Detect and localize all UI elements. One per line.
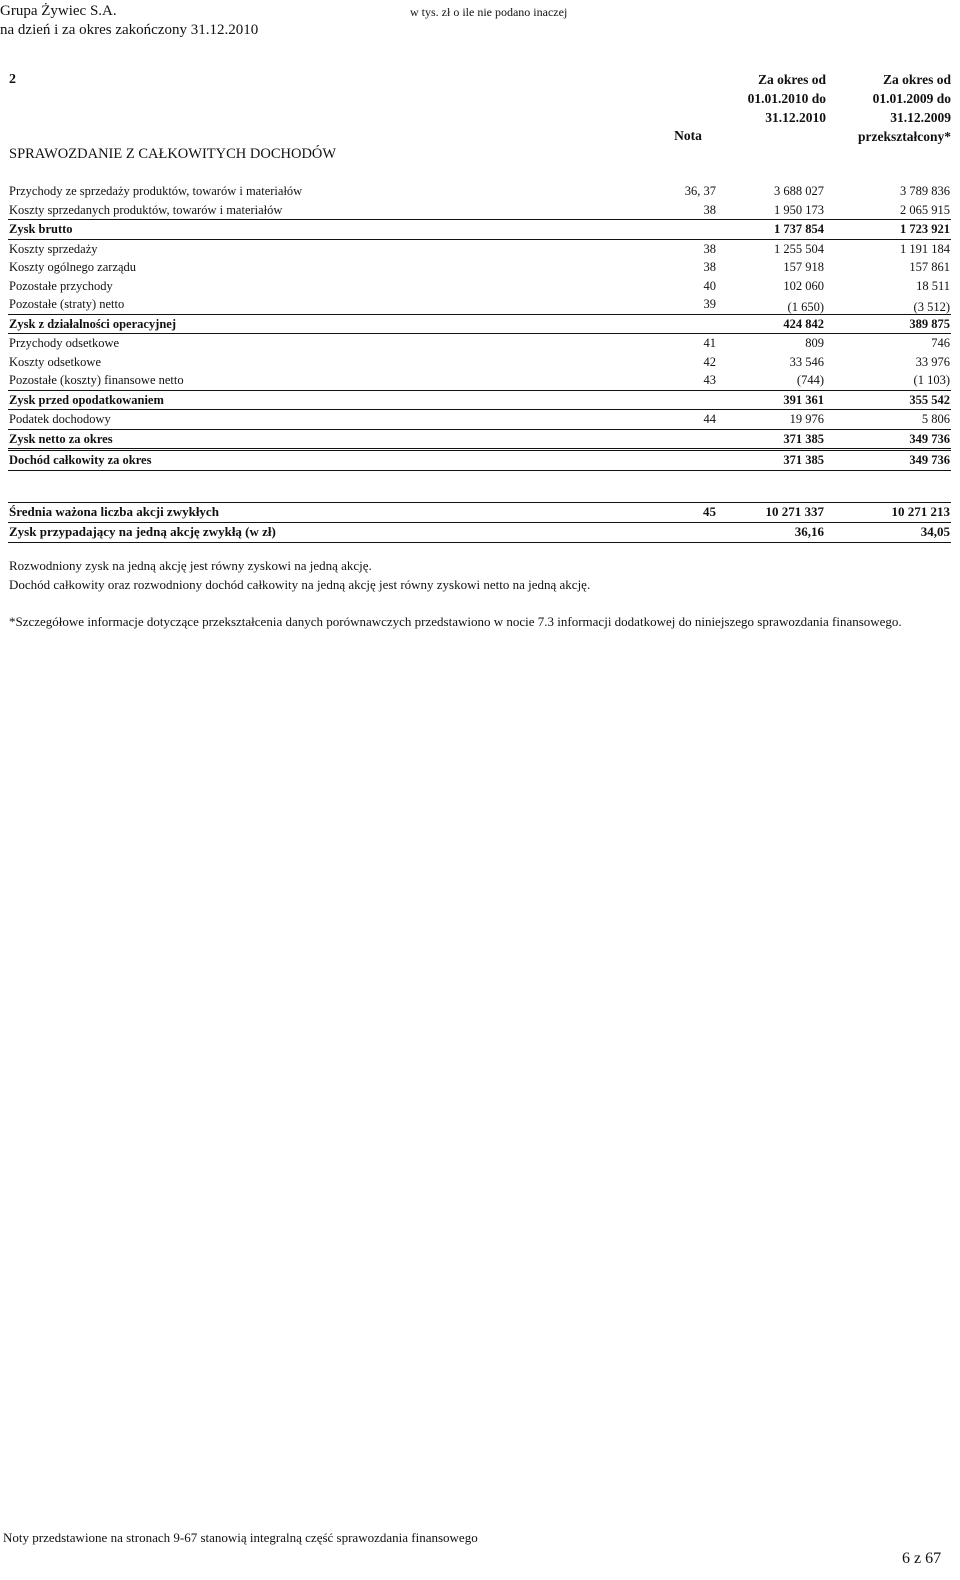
row-nota: 40 [703,278,716,293]
report-period: na dzień i za okres zakończony 31.12.2010 [0,22,259,38]
column-header-2009: Za okres od 01.01.2009 do 31.12.2009 przekształcony* [858,72,951,144]
row-value-2010: 102 060 [783,278,824,293]
row-value-2010: 10 271 337 [765,504,824,519]
table-row [8,258,951,277]
page-footer: Noty przedstawione na stronach 9-67 stanowią integralną część sprawozdania finansowego [3,1530,478,1545]
row-value-2010: 371 385 [783,431,824,446]
unit-note: w tys. zł o ile nie podano inaczej [410,5,568,19]
table-row-subtotal [8,390,951,411]
row-value-2010: 391 361 [783,392,824,407]
table-row [8,522,951,543]
row-value-2009: 3 789 836 [900,184,950,198]
row-value-2010: 1 255 504 [774,241,824,256]
restatement-footnote: *Szczegółowe informacje dotyczące przekształcenia danych porównawczych przedstawiono w nocie 7.3 informacji dodatkowej do niniejszego sprawozdania finansowego. [9,614,902,629]
row-label: Pozostałe (koszty) finansowe netto [9,373,184,387]
row-label: Przychody ze sprzedaży produktów, towarów i materiałów [9,184,303,198]
table-row [8,502,951,522]
row-label: Zysk przypadający na jedną akcję zwykłą (w zł) [9,524,276,539]
row-label: Średnia ważona liczba akcji zwykłych [9,504,219,519]
row-label: Zysk netto za okres [9,431,113,446]
row-nota: 38 [703,202,716,217]
table-row-total [8,450,951,471]
page-number: 6 z 67 [902,1550,942,1567]
row-label: Koszty ogólnego zarządu [9,260,137,274]
row-nota: 38 [703,241,716,256]
table-row [8,201,951,220]
row-label: Zysk brutto [9,222,73,236]
table-row [8,371,951,390]
row-label: Dochód całkowity za okres [9,453,152,467]
column-header-nota: Nota [674,128,702,143]
table-row [8,277,951,296]
income-statement-table [8,182,951,471]
row-nota: 38 [703,260,716,274]
row-value-2010: 424 842 [783,316,824,331]
row-nota: 39 [703,297,716,311]
row-value-2009: 33 976 [915,354,950,369]
row-value-2009: 5 806 [921,412,950,426]
row-value-2010: 809 [805,336,824,350]
row-value-2010: 3 688 027 [774,184,824,198]
row-label: Koszty sprzedanych produktów, towarów i materiałów [9,202,283,217]
row-label: Pozostałe przychody [9,278,113,293]
row-value-2010: (744) [796,373,824,387]
row-value-2010: 157 918 [783,260,824,274]
row-label: Zysk przed opodatkowaniem [9,392,164,407]
row-value-2009: 18 511 [916,278,950,293]
row-label: Koszty sprzedaży [9,241,98,256]
row-nota: 42 [703,354,716,369]
row-label: Podatek dochodowy [9,412,111,426]
row-value-2009: 389 875 [909,316,950,331]
row-value-2009: 10 271 213 [891,504,950,519]
row-nota: 44 [703,412,716,426]
row-value-2009: 355 542 [909,392,950,407]
row-value-2009: 34,05 [920,524,950,539]
row-value-2009: 1 191 184 [900,241,950,256]
row-nota: 36, 37 [684,184,716,198]
row-value-2009: (1 103) [913,373,950,387]
row-value-2010: (1 650) [787,300,824,314]
table-row [8,410,951,429]
row-value-2009: 2 065 915 [900,202,950,217]
row-value-2010: 371 385 [783,453,824,467]
row-value-2009: 349 736 [909,453,950,467]
column-header-2010: Za okres od 01.01.2010 do 31.12.2010 [747,72,826,125]
row-nota: 45 [703,504,716,519]
comprehensive-income-note: Dochód całkowity oraz rozwodniony dochód całkowity na jedną akcję jest równy zyskowi netto na jedną akcję. [9,577,591,592]
row-nota: 41 [703,336,716,350]
table-row [8,334,951,353]
table-row [8,182,951,201]
row-value-2010: 33 546 [789,354,824,369]
statement-title: SPRAWOZDANIE Z CAŁKOWITYCH DOCHODÓW [9,146,337,162]
row-label: Pozostałe (straty) netto [9,297,125,311]
table-row-subtotal [8,314,951,335]
eps-table [8,502,951,543]
table-row [8,295,951,314]
row-label: Koszty odsetkowe [9,354,101,369]
row-label: Zysk z działalności operacyjnej [9,316,177,331]
row-value-2009: 157 861 [909,260,950,274]
row-value-2009: (3 512) [913,300,950,314]
row-value-2009: 746 [931,336,950,350]
row-nota: 43 [703,373,716,387]
row-value-2010: 1 737 854 [774,222,824,236]
row-value-2010: 19 976 [789,412,824,426]
table-row-subtotal [8,429,951,450]
diluted-eps-note: Rozwodniony zysk na jedną akcję jest równy zyskowi na jedną akcję. [9,558,372,573]
row-value-2009: 349 736 [909,431,950,446]
table-row [8,240,951,259]
table-row [8,353,951,372]
company-name: Grupa Żywiec S.A. [0,3,117,19]
row-value-2010: 36,16 [794,524,824,539]
section-number: 2 [9,72,16,87]
row-value-2010: 1 950 173 [774,202,824,217]
row-label: Przychody odsetkowe [9,336,120,350]
table-row-subtotal [8,219,951,240]
row-value-2009: 1 723 921 [900,222,950,236]
